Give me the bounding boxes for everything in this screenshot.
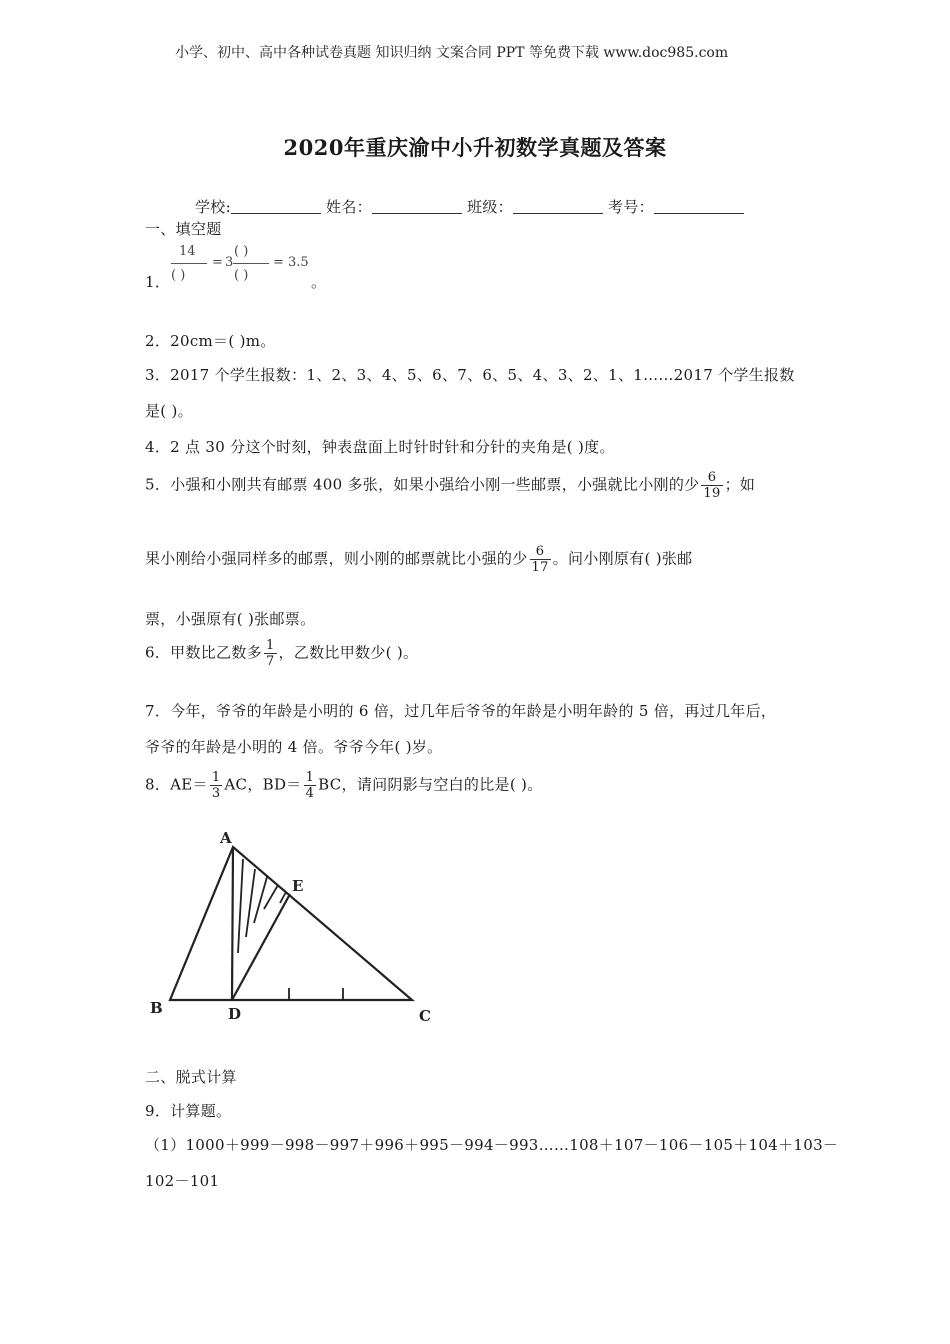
q1-equals: = xyxy=(212,255,223,270)
question-3-line-1: 3．2017 个学生报数：1、2、3、4、5、6、7、6、5、4、3、2、1、1……2017 个学生报数 xyxy=(145,366,795,384)
school-label: 学校: xyxy=(195,198,231,216)
q5-text-b: ；如 xyxy=(724,475,756,494)
q6-text-b: ，乙数比甲数少( )。 xyxy=(278,643,419,662)
q5-text-d: 。问小刚原有( )张邮 xyxy=(552,549,693,568)
q8-text-a: 8．AE＝ xyxy=(145,775,208,794)
name-blank xyxy=(372,199,462,214)
section-2-heading: 二、脱式计算 xyxy=(145,1068,237,1086)
question-4: 4．2 点 30 分这个时刻，钟表盘面上时针时针和分针的夹角是( )度。 xyxy=(145,438,615,456)
segment-ad xyxy=(232,847,233,1000)
q1-mixed-bar xyxy=(233,263,269,264)
label-d: D xyxy=(228,1005,242,1023)
question-2: 2．20cm＝( )m。 xyxy=(145,332,276,350)
q1-mixed-denominator: ( ) xyxy=(234,268,249,283)
q5-text-c: 果小刚给小强同样多的邮票，则小刚的邮票就比小强的少 xyxy=(145,549,528,568)
number-label: 考号： xyxy=(608,198,654,216)
question-7-line-2: 爷爷的年龄是小明的 4 倍。爷爷今年( )岁。 xyxy=(145,738,443,756)
q1-denominator: ( ) xyxy=(171,268,186,283)
q1-fraction-bar xyxy=(171,263,207,264)
q8-text-c: BC，请问阴影与空白的比是( )。 xyxy=(318,775,543,794)
name-label: 姓名： xyxy=(326,198,372,216)
bc-tick-marks xyxy=(289,988,343,1000)
question-6 xyxy=(145,638,418,669)
q8-text-b: AC，BD＝ xyxy=(224,775,302,794)
q1-mixed-numerator: ( ) xyxy=(234,244,249,259)
label-c: C xyxy=(419,1007,431,1025)
info-line xyxy=(195,196,744,217)
triangle-abc xyxy=(170,847,412,1000)
question-5-line-3: 票，小强原有( )张邮票。 xyxy=(145,610,316,628)
q5-text-a: 5．小强和小刚共有邮票 400 多张，如果小强给小刚一些邮票，小强就比小刚的少 xyxy=(145,475,700,494)
label-a: A xyxy=(220,829,232,847)
class-label: 班级： xyxy=(467,198,513,216)
q1-whole: 3 xyxy=(225,255,234,270)
question-9-line-2: 102－101 xyxy=(145,1172,220,1190)
school-blank xyxy=(231,199,321,214)
question-9-title: 9．计算题。 xyxy=(145,1102,232,1120)
question-3-line-2: 是( )。 xyxy=(145,402,193,420)
question-5-line-2 xyxy=(145,544,692,575)
section-1-heading: 一、填空题 xyxy=(145,220,222,238)
q1-end: 。 xyxy=(311,273,327,291)
label-b: B xyxy=(150,999,163,1017)
label-e: E xyxy=(292,877,304,895)
q8-fraction-2: $\frac{1}{4}$ xyxy=(305,770,315,801)
class-blank xyxy=(513,199,603,214)
q5-fraction-2: $\frac{6}{17}$ xyxy=(531,544,549,575)
q1-result: = 3.5 xyxy=(273,255,309,270)
q8-fraction-1: $\frac{1}{3}$ xyxy=(211,770,221,801)
question-5-line-1 xyxy=(145,470,755,501)
q5-fraction-1: $\frac{6}{19}$ xyxy=(703,470,721,501)
question-9-line-1: （1）1000＋999－998－997＋996＋995－994－993……108＋107－106－105＋104＋103－ xyxy=(145,1136,839,1154)
question-1 xyxy=(145,240,345,290)
q1-number: 1． xyxy=(145,273,171,291)
q1-numerator: 14 xyxy=(179,244,196,259)
q6-fraction: $\frac{1}{7}$ xyxy=(265,638,275,669)
q6-text-a: 6．甲数比乙数多 xyxy=(145,643,262,662)
question-7-line-1: 7．今年，爷爷的年龄是小明的 6 倍，过几年后爷爷的年龄是小明年龄的 5 倍，再过几年后， xyxy=(145,702,777,720)
page-header: 小学、初中、高中各种试卷真题 知识归纳 文案合同 PPT 等免费下载 www.doc985.com xyxy=(175,45,729,61)
triangle-figure xyxy=(140,825,450,1025)
number-blank xyxy=(654,199,744,214)
question-8 xyxy=(145,770,543,801)
page-title: 2020年重庆渝中小升初数学真题及答案 xyxy=(283,135,667,160)
